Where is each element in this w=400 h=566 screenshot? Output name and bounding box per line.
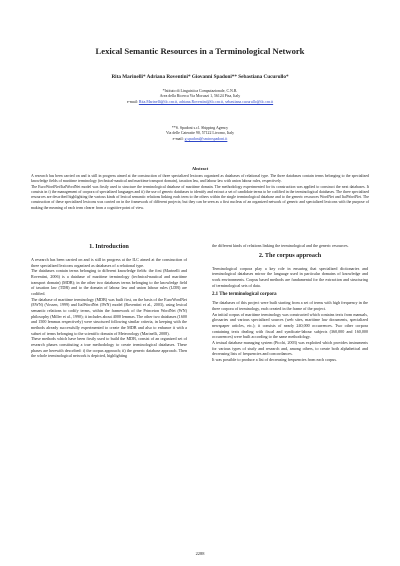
affiliation-1-email-links[interactable]: Rita.Marinelli@ilc.cnr.it, adriana.Roventini@ilc.cnr.it, sebastiana.cucurullo@ilc.cnr.it	[138, 99, 274, 104]
affiliation-2-address: Via delle Cateratte 90, 57122 Livorno, Italy	[165, 131, 235, 136]
affiliation-2	[0, 126, 400, 142]
abstract-heading: Abstract	[191, 166, 209, 171]
body-paragraph: An initial corpus of maritime terminology was constructed which contains texts from manuals, glossaries and various specialized sources (web sites, maritime law documents, specialized newspaper articles, etc.); it consists of nearly 240,000 occurrences. Two other corpora containing texts dealing with fiscal and syndicate-labour subjects (360,000 and 160,000 occurrences) were built according to the same methodology.	[212, 311, 368, 340]
page-number: 2288	[195, 551, 205, 556]
body-paragraph: The databases contain terms belonging to different knowledge fields: the first (Marinelli and Roventini, 2006) is a database of maritime terminology (technical-nautical and maritime transport domain) (MDB); in the other two databases terms belonging to the knowledge field of taxation law (TDB) and to the domain of labour law and union labour rules (LDB) are codified.	[31, 268, 187, 296]
section-heading-introduction: 1. Introduction	[89, 243, 129, 250]
email-prefix: e-mail:	[172, 136, 184, 141]
author-list: Rita Marinelli* Adriana Roventini* Giovanni Spadoni** Sebastiana Cucurullo*	[111, 74, 289, 80]
affiliation-1-name: *Istituto di Linguistica Computazionale, C.N.R.	[162, 89, 238, 93]
affiliation-2-name: **S. Spadoni s.r.l. Shipping Agency	[171, 126, 229, 130]
body-paragraph: The databases of this project were built starting from a set of terms with high frequency in the three corpora of terminology, each created in the frame of the project.	[212, 300, 368, 311]
affiliation-1-address: Area della Ricerca Via Moruzzi 1, 56124 Pisa, Italy	[159, 94, 241, 99]
section-heading-corpus-approach: 2. The corpus approach	[258, 251, 322, 259]
affiliation-1	[0, 89, 400, 105]
email-prefix: e-mail:	[126, 99, 138, 104]
abstract-paragraph: A research has been carried on and is still in progress aimed at the construction of three specialized lexicons organized as databases of relational type. The three databases contain terms belonging to the specialized knowledge fields of maritime terminology (technical-nautical and maritime transport domain), taxation law, and labour law with union labour rules, respectively.	[31, 174, 369, 184]
abstract-paragraph: The EuroWordNet/ItalWordNet model was firstly used to structure the terminological database of maritime domain. The methodology experimented for its construction was applied to construct the next databases. It consists in i) the management of corpora of specialized languages and ii) the use of generic databases to identify and extract a set of candidate terms to be codified in the terminological databases. The three specialized resources are described highlighting the various kinds of lexical semantic relations linking each term to the others within the single terminological database and to the generic resources WordNet and ItalWordNet. The construction of these specialized lexicons was carried on in the framework of different projects; but they can be seen as a first nucleus of an organized network of generic and specialized lexicons with the purpose of making the meaning of each term clearer from a cognitive point of view.	[31, 184, 369, 210]
body-paragraph: These methods which have been firstly used to build the MDB, consist of an organized set of research phases constituting a true methodology to create terminological databases. These phases are herewith described: i) the corpus approach; ii) the generic database approach. Then the whole terminological network is depicted, highlighting	[31, 336, 187, 359]
body-paragraph: It was possible to produce a list of decreasing frequencies from each corpus.	[212, 356, 337, 362]
affiliation-2-email-link[interactable]: g.spadoni@smtrospadoni.it	[184, 136, 228, 141]
left-column	[31, 243, 187, 359]
subsection-heading-terminological-corpora: 2.1 The terminological corpora	[212, 292, 277, 298]
abstract-body	[31, 174, 369, 211]
body-paragraph: The database of maritime terminology (MDB) was built first, on the basis of the EuroWordNet (EWN) (Vossen, 1999) and ItalWordNet (IWN) model (Roventini et al., 2003), using lexical semantic relations to codify terms, within the framework of the Princeton WordNet (WN) philosophy (Miller et al., 1990); it includes about 4000 lemmas. The other two databases (1600 and 1500 lemmas respectively) were structured following similar criteria, in keeping with the methods already successfully experimented to create the MDB and also to enhance it with a subset of terms belonging to the scientific domain of Meteorology (Marinelli, 2008).	[31, 296, 187, 336]
right-column	[212, 243, 368, 363]
paper-title: Lexical Semantic Resources in a Terminological Network	[95, 46, 305, 56]
affiliation-2-email-line	[0, 137, 400, 142]
body-paragraph: Terminological corpora play a key role in ensuring that specialized dictionaries and terminological databases mirror the language used in particular domains of knowledge and work environments. Corpus based methods are fundamental for the extraction and structuring of terminological sets of data.	[212, 265, 368, 288]
body-paragraph: A research has been carried on and is still in progress at the ILC aimed at the construction of three specialized lexicons organized as databases of a relational type.	[31, 257, 187, 268]
affiliation-1-email-line	[0, 100, 400, 105]
body-paragraph: A textual database managing system (Picchi, 2003) was exploited which provides instruments for various types of study and research and, among others, to create both alphabetical and decreasing lists of frequencies and concordances.	[212, 339, 368, 357]
body-paragraph: the different kinds of relations linking the terminological and the generic resources.	[212, 243, 349, 248]
